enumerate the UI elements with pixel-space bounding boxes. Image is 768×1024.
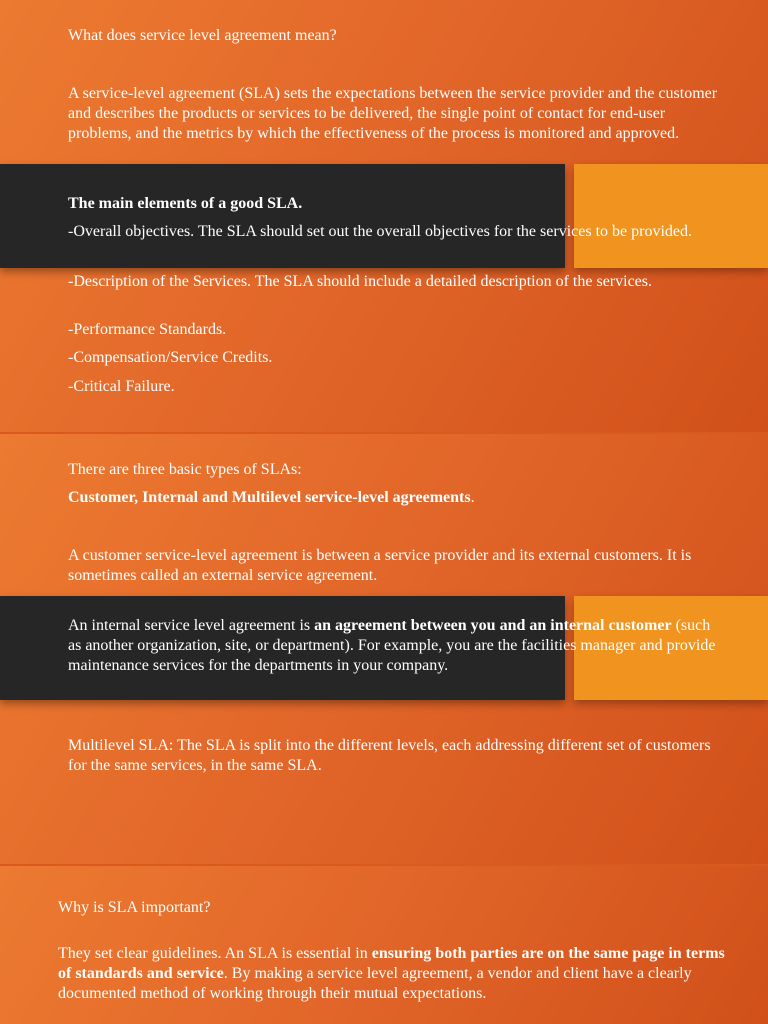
elements-heading: The main elements of a good SLA.: [68, 195, 303, 212]
internal-sla-end: (such as another organization, site, or department). For example, you are the facilities manager and provide maintenance services for the departments in your company.: [68, 617, 716, 674]
internal-sla-text: [68, 616, 718, 676]
element-item: -Description of the Services. The SLA should include a detailed description of the services.: [68, 273, 652, 290]
element-item: -Overall objectives. The SLA should set out the overall objectives for the services to be provided.: [68, 223, 692, 240]
multilevel-sla-text: Multilevel SLA: The SLA is split into the different levels, each addressing different set of customers for the same services, in the same SLA.: [68, 737, 711, 774]
types-bold: Customer, Internal and Multilevel service-level agreements: [68, 489, 471, 506]
internal-sla-bold: an agreement between you and an internal customer: [314, 617, 672, 634]
slide-sla-meaning: [0, 0, 768, 432]
answer-bold: ensuring both parties are on the same page in terms of standards and service: [58, 945, 725, 982]
question-heading: What does service level agreement mean?: [68, 27, 337, 44]
sla-definition: A service-level agreement (SLA) sets the expectations between the service provider and the customer and describes the products or services to be delivered, the single point of contact for end-user problems, and the metrics by which the effectiveness of the process is monitored and approved.: [68, 85, 718, 142]
answer-end: . By making a service level agreement, a vendor and client have a clearly documented method of working through their mutual expectations.: [58, 965, 692, 1002]
types-list: [68, 488, 718, 508]
orange-accent-band: [574, 164, 768, 268]
customer-sla-text: A customer service-level agreement is between a service provider and its external customers. It is sometimes called an external service agreement.: [68, 547, 692, 584]
element-item: -Performance Standards.: [68, 321, 227, 338]
types-intro: There are three basic types of SLAs:: [68, 461, 302, 478]
importance-heading: Why is SLA important?: [58, 899, 211, 916]
types-end: .: [470, 489, 475, 506]
slide-sla-importance: [0, 866, 768, 1024]
element-item: -Compensation/Service Credits.: [68, 349, 273, 366]
importance-text: [58, 944, 728, 1004]
dark-band: [0, 164, 565, 268]
internal-sla-start: An internal service level agreement is: [68, 617, 315, 634]
element-item: -Critical Failure.: [68, 378, 175, 395]
answer-start: They set clear guidelines. An SLA is essential in: [58, 945, 372, 962]
slide-sla-types: [0, 434, 768, 864]
